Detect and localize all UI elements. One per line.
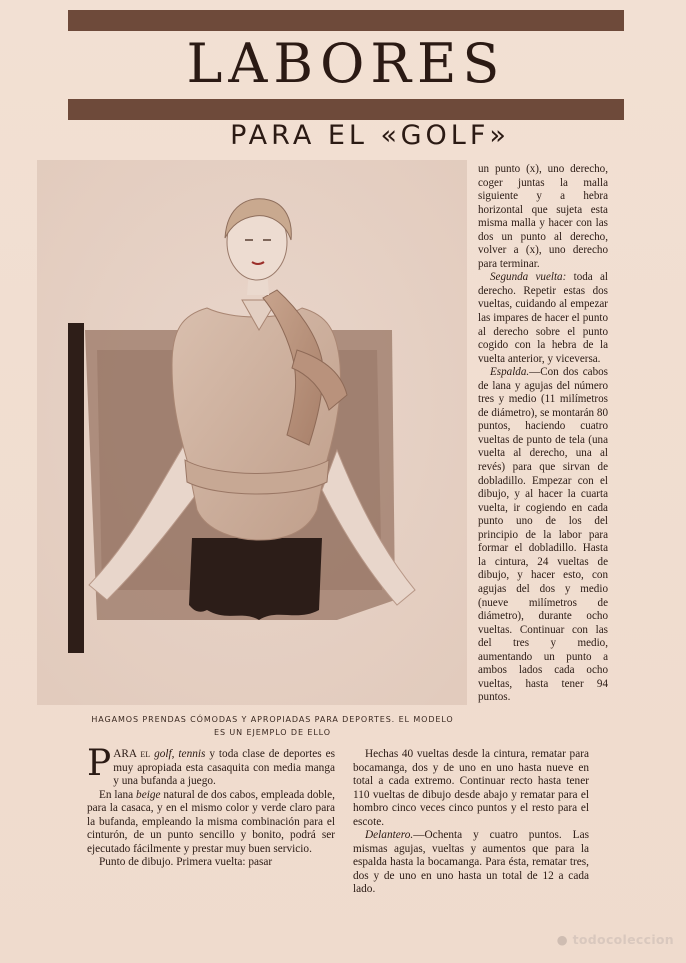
page-title: LABORES xyxy=(186,32,506,95)
emphasis: golf, tennis xyxy=(154,748,206,760)
paragraph: Punto de dibujo. Primera vuelta: pasar xyxy=(99,856,273,869)
paragraph-text: —Con dos cabos de lana y agujas del número tres y medio (11 milímetros de diámetro), se montarán 80 puntos, haciendo cuatro vueltas de punto de tela (una vuelta al derecho, una al revés) para que sirvan de dobladillo. Empezar con el dibujo, y al hacer la cuarta vuelta, ir cogiendo en cada punto uno de los del principio de la labor para formar el dobladillo. Hasta la cintura, 24 vueltas de dibujo, y hacer esto, con agujas del dos y medio (nueve milímetros de diámetro), durante ocho vueltas. Continuar con las del tres y medio, aumentando un punto a ambos lados cada ocho vueltas, hasta tener 94 puntos. xyxy=(478,366,608,704)
right-text-column xyxy=(478,163,608,705)
paragraph-text: toda al derecho. Repetir estas dos vueltas, cuidando al empezar las impares de hacer el punto al derecho sobre el punto cogido con la hebra de la vuelta anterior, y viceversa. xyxy=(478,271,609,365)
section-label: Segunda vuelta: xyxy=(490,271,567,284)
header-bar-bottom xyxy=(68,99,624,120)
woman-golf-sweater-drawing xyxy=(37,160,467,705)
paragraph xyxy=(353,829,589,897)
drop-cap: P xyxy=(87,743,112,784)
watermark xyxy=(557,932,674,947)
watermark-text: todocoleccion xyxy=(572,932,674,947)
paragraph-text: En lana xyxy=(99,788,137,801)
bottom-left-column xyxy=(87,743,335,870)
fashion-illustration xyxy=(37,160,467,705)
paragraph xyxy=(478,271,608,366)
caption-line-1: HAGAMOS PRENDAS CÓMODAS Y APROPIADAS PARA DEPORTES. EL MODELO xyxy=(91,715,454,724)
illustration-caption xyxy=(80,713,465,739)
paragraph-text: —Ochenta y cuatro puntos. Las mismas agujas, vueltas y aumentos que para la espalda hasta la bocamanga. Para ésta, rematar tres, dos y de uno en uno hasta un total de 12 a cada lado. xyxy=(353,829,589,896)
paragraph-text: y toda clase de deportes es muy apropiada esta casaquita con media manga y una bufanda a juego. xyxy=(113,748,335,788)
caption-line-2: ES UN EJEMPLO DE ELLO xyxy=(214,728,331,737)
paragraph xyxy=(87,789,335,857)
paragraph: Hechas 40 vueltas desde la cintura, rematar para bocamanga, dos y de uno en uno hasta nueve en total a cada extremo. Continuar recto hasta tener 110 vueltas de dibujo desde abajo y rematar para el hombro cinco veces cinco puntos y el resto para el escote. xyxy=(353,748,589,828)
watermark-dot-icon: ● xyxy=(556,932,568,947)
paragraph xyxy=(87,743,335,789)
emphasis: beige xyxy=(136,788,161,801)
paragraph-text: ARA el xyxy=(113,748,155,760)
section-label: Delantero. xyxy=(365,829,414,842)
article-subtitle: PARA EL «GOLF» xyxy=(230,120,510,151)
header-bar-top xyxy=(68,10,624,31)
section-label: Espalda. xyxy=(490,366,530,379)
paragraph: un punto (x), uno derecho, coger juntas la malla siguiente y a hebra horizontal que sujeta esta misma malla y hacer con las dos un punto al derecho, volver a (x), uno derecho para terminar. xyxy=(478,163,608,270)
paragraph-text: natural de dos cabos, empleada doble, para la casaca, y en el mismo color y verde claro para la bufanda, empleando la misma combinación para el cinturón, de un punto sencillo y bonito, podrá ser ejecutado fácilmente y prestar muy buen servicio. xyxy=(87,788,335,855)
paragraph xyxy=(478,366,608,705)
bottom-right-column xyxy=(353,748,589,897)
